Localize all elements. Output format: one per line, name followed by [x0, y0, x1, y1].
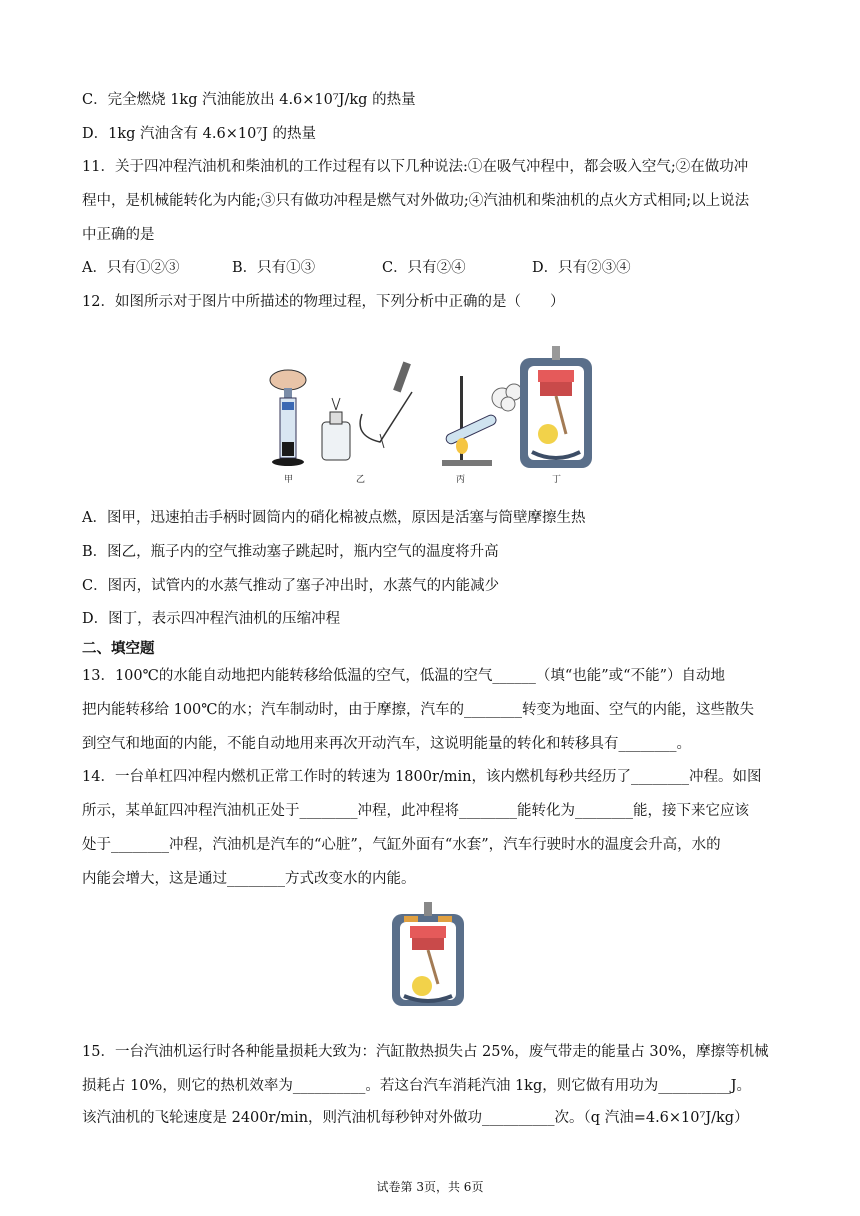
figure-ding-engine	[520, 346, 592, 468]
question-15-line-1: 15．一台汽油机运行时各种能量损耗大致为：汽缸散热损失占 25%，废气带走的能量占 30%，摩擦等机械	[82, 1044, 769, 1060]
q11-option-b: B．只有①③	[232, 260, 316, 276]
question-12: 12．如图所示对于图片中所描述的物理过程，下列分析中正确的是（ ）	[82, 294, 565, 310]
question-14-line-3: 处于________冲程，汽油机是汽车的“心脏”，气缸外面有“水套”，汽车行驶时水的温度会升高，水的	[82, 837, 721, 853]
question-11-line-2: 程中，是机械能转化为内能;③只有做功冲程是燃气对外做功;④汽油机和柴油机的点火方式相同;以上说法	[82, 193, 750, 209]
q12-option-b: B．图乙，瓶子内的空气推动塞子跳起时，瓶内空气的温度将升高	[82, 544, 499, 560]
figure-bing-test-tube	[442, 376, 522, 466]
label-ding: 丁	[552, 475, 562, 484]
section-title: 二、填空题	[82, 641, 155, 657]
q11-option-d: D．只有②③④	[532, 260, 631, 276]
question-13-line-2: 把内能转移给 100℃的水；汽车制动时，由于摩擦，汽车的________转变为地面、空气的内能，这些散失	[82, 702, 755, 718]
q12-option-d: D．图丁，表示四冲程汽油机的压缩冲程	[82, 611, 341, 627]
figure-yi-bottle	[322, 362, 412, 460]
label-jia: 甲	[284, 475, 294, 484]
label-yi: 乙	[356, 475, 366, 484]
figure-jia-syringe	[270, 370, 306, 466]
question-15-line-3: 该汽油机的飞轮速度是 2400r/min，则汽油机每秒钟对外做功__________次。（q 汽油=4.6×10⁷J/kg）	[82, 1110, 749, 1126]
q14-engine-figure	[388, 900, 468, 1010]
question-14-line-1: 14．一台单杠四冲程内燃机正常工作时的转速为 1800r/min，该内燃机每秒共经历了________冲程。如图	[82, 769, 762, 785]
q11-option-a: A．只有①②③	[82, 260, 180, 276]
page-footer: 试卷第 3页，共 6页	[376, 1180, 484, 1194]
question-15-line-2: 损耗占 10%，则它的热机效率为__________。若这台汽车消耗汽油 1kg，则它做有用功为__________J。	[82, 1078, 752, 1094]
label-bing: 丙	[456, 475, 466, 484]
question-11-line-1: 11．关于四冲程汽油机和柴油机的工作过程有以下几种说法:①在吸气冲程中，都会吸入空气;②在做功冲	[82, 159, 749, 175]
q12-figure	[262, 342, 602, 484]
question-14-line-4: 内能会增大，这是通过________方式改变水的内能。	[82, 871, 416, 887]
question-11-line-3: 中正确的是	[82, 227, 155, 243]
question-13-line-1: 13．100℃的水能自动地把内能转移给低温的空气，低温的空气______（填“也能”或“不能”）自动地	[82, 668, 725, 684]
question-14-line-2: 所示，某单缸四冲程汽油机正处于________冲程，此冲程将________能转化为________能，接下来它应该	[82, 803, 749, 819]
question-11-options	[82, 258, 782, 278]
option-c-q10: C．完全燃烧 1kg 汽油能放出 4.6×10⁷J/kg 的热量	[82, 92, 416, 108]
option-d-q10: D．1kg 汽油含有 4.6×10⁷J 的热量	[82, 126, 317, 142]
q12-option-a: A．图甲，迅速拍击手柄时圆筒内的硝化棉被点燃，原因是活塞与筒壁摩擦生热	[82, 510, 586, 526]
q11-option-c: C．只有②④	[382, 260, 466, 276]
question-13-line-3: 到空气和地面的内能，不能自动地用来再次开动汽车，这说明能量的转化和转移具有________。	[82, 736, 691, 752]
q12-option-c: C．图丙，试管内的水蒸气推动了塞子冲出时，水蒸气的内能减少	[82, 578, 500, 594]
